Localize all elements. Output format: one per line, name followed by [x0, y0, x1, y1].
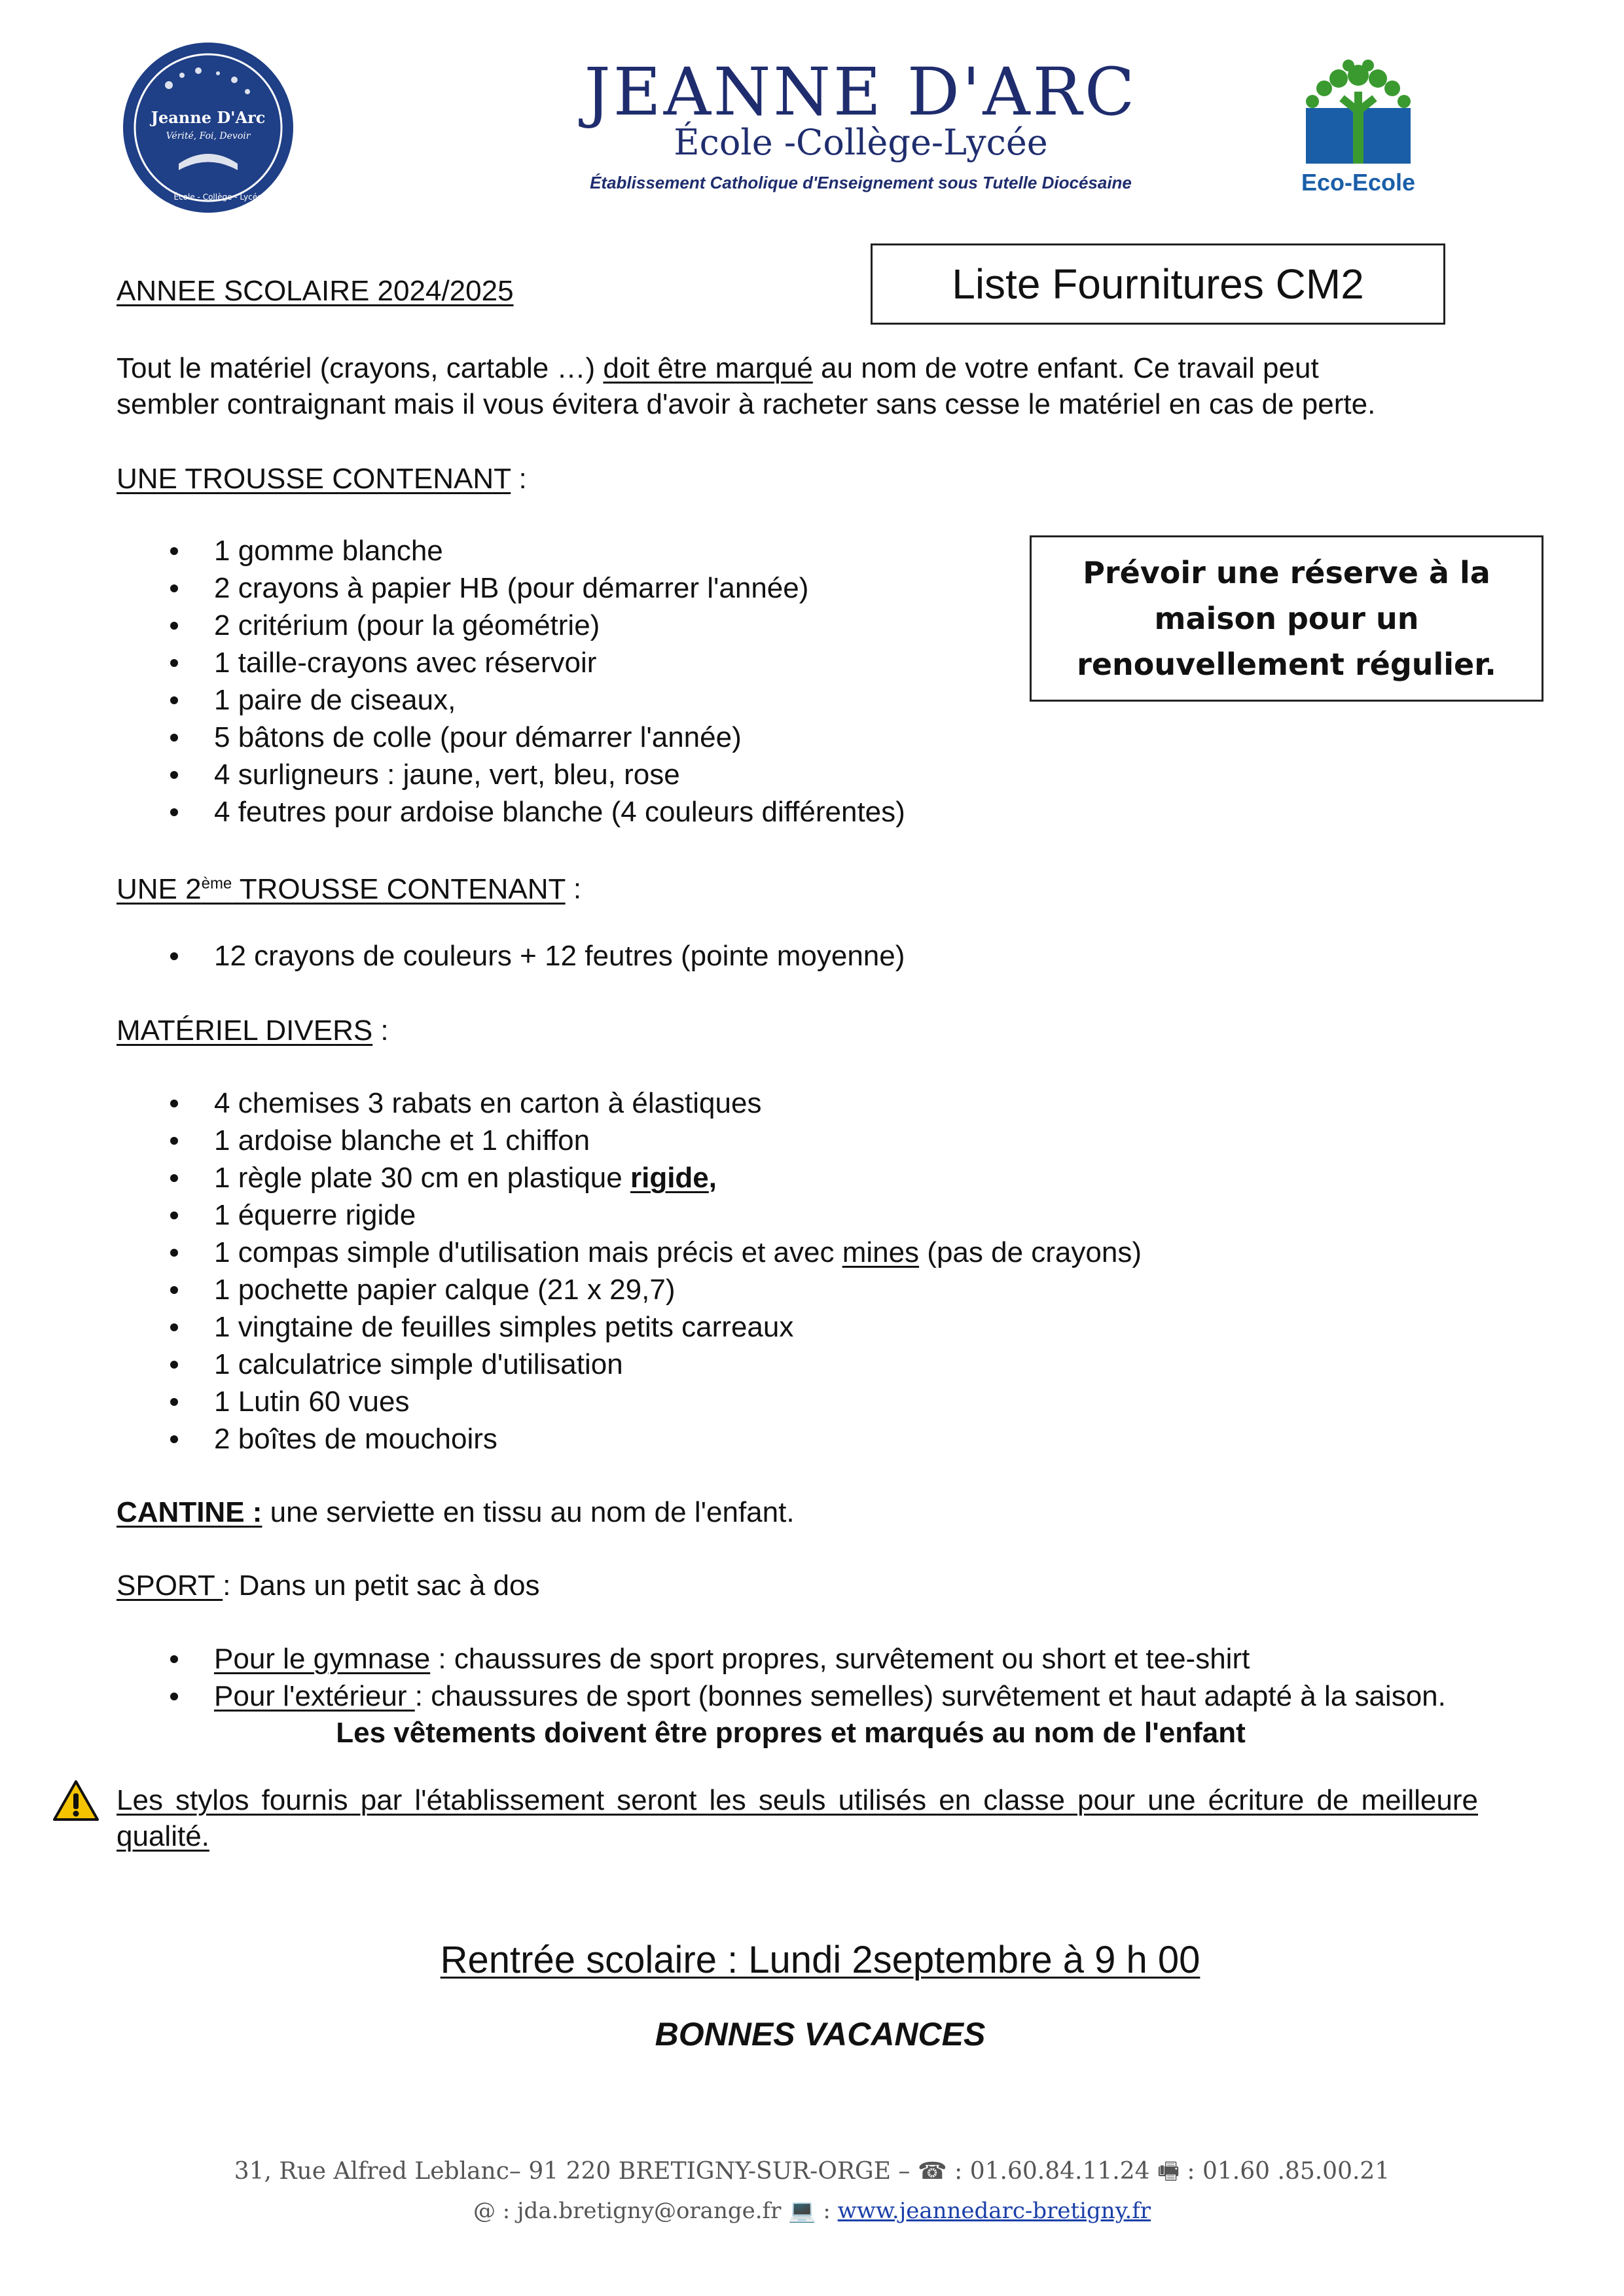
item-text: 1 règle plate 30 cm en plastique [214, 1162, 630, 1194]
closing-wishes: BONNES VACANCES [655, 2016, 986, 2053]
divers-heading-text: MATÉRIEL DIVERS [117, 1014, 373, 1047]
list-item: 4 chemises 3 rabats en carton à élastiques [117, 1085, 1142, 1122]
list-item [117, 1234, 1142, 1271]
rentree-date: Rentrée scolaire : Lundi 2septembre à 9 h 00 [440, 1939, 1200, 1981]
website-link[interactable]: www.jeannedarc-bretigny.fr [837, 2198, 1151, 2224]
gym-text: : chaussures de sport propres, survêtement ou short et tee-shirt [430, 1643, 1250, 1675]
trousse2-heading-colon: : [565, 872, 582, 905]
item-text: 1 compas simple d'utilisation mais précis et avec [214, 1236, 842, 1268]
intro-line-1 [117, 350, 1319, 387]
reserve-line-1: Prévoir une réserve à la [1083, 555, 1490, 590]
divers-heading-colon: : [372, 1014, 389, 1047]
trousse2-heading [117, 865, 581, 908]
item-text: (pas de crayons) [919, 1236, 1142, 1268]
trousse1-list [117, 532, 905, 831]
list-item [117, 1159, 1142, 1196]
list-item: 2 critérium (pour la géométrie) [117, 607, 905, 644]
sport-line [117, 1568, 540, 1604]
list-item: 4 surligneurs : jaune, vert, bleu, rose [117, 756, 905, 793]
list-item [117, 1677, 1446, 1715]
sport-heading: SPORT [117, 1570, 223, 1602]
list-item: 1 paire de ciseaux, [117, 681, 905, 719]
intro-emphasis: doit être marqué [603, 352, 813, 384]
school-subtitle: École -Collège-Lycée [674, 122, 1048, 163]
svg-text:Jeanne D'Arc: Jeanne D'Arc [151, 108, 266, 127]
intro-text-b: au nom de votre enfant. Ce travail peut [812, 352, 1319, 384]
item-emphasis: rigide [630, 1162, 709, 1194]
email-address[interactable]: jda.bretigny@orange.fr [517, 2198, 782, 2224]
fax-icon: 🖷 [1157, 2158, 1180, 2185]
phone-icon: ☎ [917, 2158, 947, 2185]
reserve-line-2: maison pour un [1154, 601, 1419, 636]
eco-ecole-label: Eco-Ecole [1301, 169, 1416, 196]
list-item: 1 taille-crayons avec réservoir [117, 644, 905, 681]
trousse2-list [117, 937, 905, 975]
list-item: 12 crayons de couleurs + 12 feutres (pointe moyenne) [117, 937, 905, 975]
cantine-heading: CANTINE : [117, 1496, 262, 1528]
trousse2-heading-sup: ème [201, 874, 232, 892]
svg-text:Vérité, Foi, Devoir: Vérité, Foi, Devoir [166, 131, 251, 141]
document-title: Liste Fournitures CM2 [871, 243, 1445, 325]
address-text: 31, Rue Alfred Leblanc– 91 220 BRETIGNY-SUR-ORGE – [234, 2158, 918, 2185]
list-item: 1 vingtaine de feuilles simples petits carreaux [117, 1308, 1142, 1346]
warning-line-1: Les stylos fournis par l'établissement seront les seuls utilisés en classe pour une écriture de meilleure [117, 1784, 1478, 1816]
trousse1-heading [117, 461, 527, 497]
trousse2-heading-a: UNE 2 [117, 872, 202, 905]
list-item: 5 bâtons de colle (pour démarrer l'année) [117, 719, 905, 756]
list-item [117, 1640, 1446, 1677]
list-item: 1 gomme blanche [117, 532, 905, 569]
intro-text-a: Tout le matériel (crayons, cartable …) [117, 352, 604, 384]
reserve-line-3: renouvellement régulier. [1077, 647, 1496, 682]
trousse2-heading-text [117, 873, 566, 905]
reserve-note-box [1030, 535, 1543, 702]
list-item: 2 boîtes de mouchoirs [117, 1420, 1142, 1458]
school-year: ANNEE SCOLAIRE 2024/2025 [117, 275, 514, 307]
sport-list [117, 1640, 1446, 1715]
list-item: 1 Lutin 60 vues [117, 1383, 1142, 1420]
sport-text: : Dans un petit sac à dos [223, 1570, 540, 1602]
cantine-text: une serviette en tissu au nom de l'enfant. [262, 1496, 795, 1528]
svg-text:École - Collège - Lycée: École - Collège - Lycée [173, 192, 262, 202]
intro-line-2: sembler contraignant mais il vous évitera d'avoir à racheter sans cesse le matériel en cas de perte. [117, 388, 1376, 420]
trousse1-heading-colon: : [511, 463, 527, 495]
list-item: 2 crayons à papier HB (pour démarrer l'année) [117, 569, 905, 607]
fax-number: : 01.60 .85.00.21 [1179, 2158, 1390, 2185]
footer-contact [131, 2196, 1493, 2226]
cantine-line [117, 1494, 795, 1531]
school-tagline: Établissement Catholique d'Enseignement sous Tutelle Diocésaine [590, 173, 1132, 192]
mail-prefix: @ : [473, 2198, 518, 2224]
item-text: , [708, 1162, 717, 1194]
sport-note: Les vêtements doivent être propres et marqués au nom de l'enfant [336, 1717, 1246, 1749]
computer-icon: 💻 [788, 2198, 816, 2224]
ext-label: Pour l'extérieur [214, 1680, 415, 1712]
item-emphasis: mines [842, 1236, 920, 1268]
trousse2-heading-b: TROUSSE CONTENANT [232, 872, 566, 905]
trousse1-heading-text: UNE TROUSSE CONTENANT [117, 463, 511, 495]
gym-label: Pour le gymnase [214, 1643, 431, 1675]
divers-list [117, 1085, 1142, 1458]
warning-line-2: qualité. [117, 1820, 209, 1852]
ext-text: : chaussures de sport (bonnes semelles) survêtement et haut adapté à la saison. [414, 1680, 1446, 1712]
school-name: JEANNE D'ARC [584, 54, 1138, 130]
list-item: 1 calculatrice simple d'utilisation [117, 1346, 1142, 1383]
warning-icon [52, 1779, 99, 1822]
list-item: 1 ardoise blanche et 1 chiffon [117, 1122, 1142, 1159]
divers-heading [117, 1013, 389, 1049]
phone-number: : 01.60.84.11.24 [947, 2158, 1157, 2185]
list-item: 1 pochette papier calque (21 x 29,7) [117, 1271, 1142, 1308]
list-item: 1 équerre rigide [117, 1196, 1142, 1234]
school-seal-logo [120, 39, 297, 216]
site-prefix: : [816, 2198, 838, 2224]
footer-address [131, 2157, 1493, 2187]
list-item: 4 feutres pour ardoise blanche (4 couleurs différentes) [117, 793, 905, 831]
